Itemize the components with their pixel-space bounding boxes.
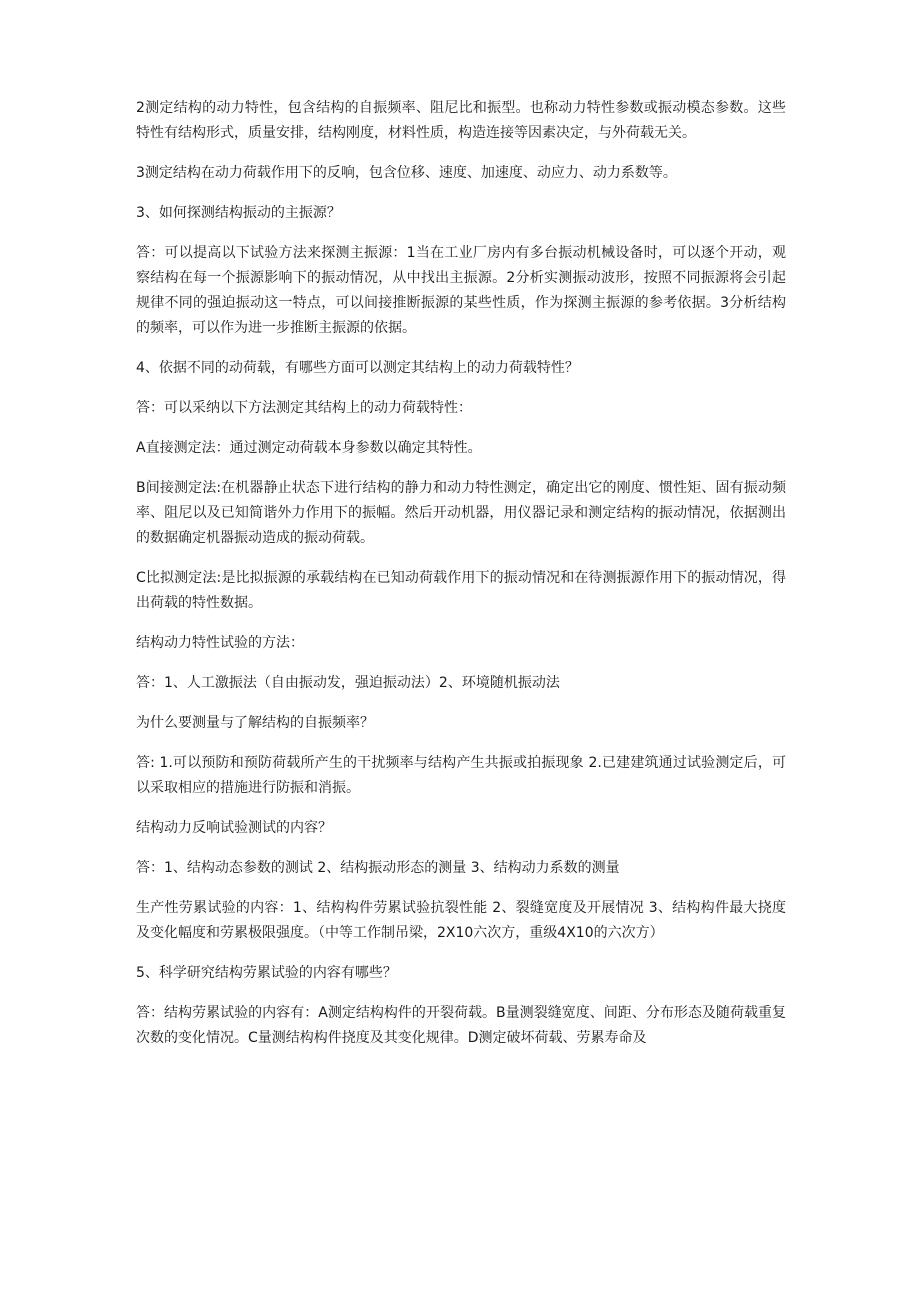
answer-dynamic-load-intro: 答：可以采纳以下方法测定其结构上的动力荷载特性： xyxy=(136,400,472,416)
question-dynamic-load-characteristics: 4、依据不同的动荷载，有哪些方面可以测定其结构上的动力荷载特性？ xyxy=(136,360,579,376)
paragraph-structural-dynamic-characteristics: 2测定结构的动力特性，包含结构的自振频率、阻尼比和振型。也称动力特性参数或振动模态参数。这些特性有结构形式，质量安排，结构刚度，材料性质，构造连接等因素决定，与外荷载无关。 xyxy=(136,100,786,141)
heading-dynamic-test-methods: 结构动力特性试验的方法： xyxy=(136,635,304,651)
method-direct-measurement: A直接测定法：通过测定动荷载本身参数以确定其特性。 xyxy=(136,440,482,456)
question-dynamic-response-test: 结构动力反响试验测试的内容？ xyxy=(136,820,332,836)
method-comparison-measurement: C比拟测定法:是比拟振源的承载结构在已知动荷载作用下的振动情况和在待测振源作用下的振动情况，得出荷载的特性数据。 xyxy=(136,570,786,611)
answer-research-fatigue-test: 答：结构劳累试验的内容有：A测定结构构件的开裂荷载。B量测裂缝宽度、间距、分布形态及随荷载重复次数的变化情况。C量测结构构件挠度及其变化规律。D测定破坏荷载、劳累寿命及 xyxy=(136,1005,786,1046)
document-body xyxy=(136,96,786,1066)
method-indirect-measurement: B间接测定法:在机器静止状态下进行结构的静力和动力特性测定，确定出它的刚度、惯性矩、固有振动频率、阻尼以及已知简谐外力作用下的振幅。然后开动机器，用仪器记录和测定结构的振动情况，依据测出的数据确定机器振动造成的振动荷载。 xyxy=(136,480,786,546)
paragraph-productive-fatigue-test: 生产性劳累试验的内容：1、结构构件劳累试验抗裂性能 2、裂缝宽度及开展情况 3、结构构件最大挠度及变化幅度和劳累极限强度。（中等工作制吊梁，2X10六次方，重级4X10的六次方） xyxy=(136,900,786,941)
answer-natural-frequency: 答: 1.可以预防和预防荷载所产生的干扰频率与结构产生共振或拍振现象 2.已建建筑通过试验测定后，可以采取相应的措施进行防振和消振。 xyxy=(136,755,786,796)
answer-dynamic-test-methods: 答：1、人工激振法（自由振动发，强迫振动法）2、环境随机振动法 xyxy=(136,675,560,691)
question-main-vibration-source: 3、如何探测结构振动的主振源？ xyxy=(136,205,341,221)
question-natural-frequency: 为什么要测量与了解结构的自振频率？ xyxy=(136,715,374,731)
paragraph-dynamic-response: 3测定结构在动力荷载作用下的反响，包含位移、速度、加速度、动应力、动力系数等。 xyxy=(136,165,677,181)
question-research-fatigue-test: 5、科学研究结构劳累试验的内容有哪些？ xyxy=(136,965,397,981)
answer-main-vibration-source: 答：可以提高以下试验方法来探测主振源：1当在工业厂房内有多台振动机械设备时，可以逐个开动，观察结构在每一个振源影响下的振动情况，从中找出主振源。2分析实测振动波形，按照不同振源将会引起规律不同的强迫振动这一特点，可以间接推断振源的某些性质，作为探测主振源的参考依据。3分析结构的频率，可以作为进一步推断主振源的依据。 xyxy=(136,245,786,336)
answer-dynamic-response-test: 答：1、结构动态参数的测试 2、结构振动形态的测量 3、结构动力系数的测量 xyxy=(136,860,620,876)
